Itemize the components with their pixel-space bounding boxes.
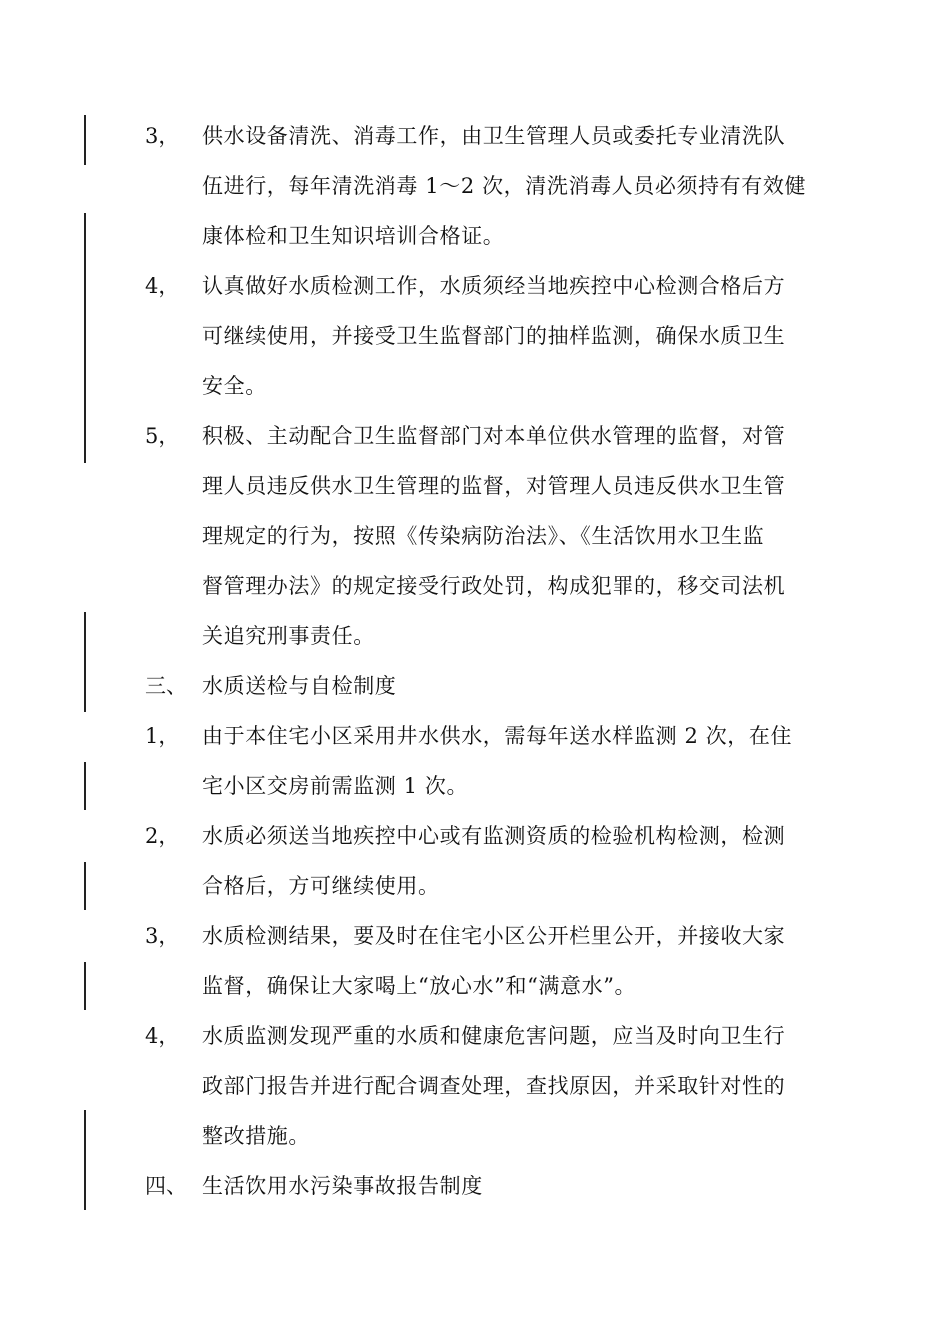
item-text-continuation: 关追究刑事责任。	[202, 624, 375, 648]
item-text: 供水设备清洗、消毒工作，由卫生管理人员或委托专业清洗队	[202, 124, 786, 148]
section-title: 水质送检与自检制度	[202, 674, 397, 698]
revision-bar	[84, 213, 86, 463]
item-text-continuation: 康体检和卫生知识培训合格证。	[202, 224, 505, 248]
item-text-continuation: 安全。	[202, 374, 267, 398]
revision-bar	[84, 762, 86, 810]
item-text: 认真做好水质检测工作，水质须经当地疾控中心检测合格后方	[202, 274, 786, 298]
item-number: 3，	[145, 924, 180, 948]
revision-bar	[84, 862, 86, 910]
item-text-continuation: 理规定的行为，按照《传染病防治法》、《生活饮用水卫生监	[202, 524, 765, 548]
item-text: 水质检测结果，要及时在住宅小区公开栏里公开，并接收大家	[202, 924, 786, 948]
item-text: 水质必须送当地疾控中心或有监测资质的检验机构检测，检测	[202, 824, 786, 848]
revision-bar	[84, 962, 86, 1010]
item-number: 4，	[145, 274, 180, 298]
item-number: 4，	[145, 1024, 180, 1048]
item-number: 1，	[145, 724, 180, 748]
item-number: 3，	[145, 124, 180, 148]
item-text-continuation: 监督，确保让大家喝上“放心水”和“满意水”。	[202, 974, 637, 998]
item-text: 积极、主动配合卫生监督部门对本单位供水管理的监督，对管	[202, 424, 786, 448]
item-text-continuation: 理人员违反供水卫生管理的监督，对管理人员违反供水卫生管	[202, 474, 786, 498]
section-title: 生活饮用水污染事故报告制度	[202, 1174, 483, 1198]
item-text-continuation: 整改措施。	[202, 1124, 310, 1148]
revision-bar	[84, 612, 86, 712]
item-text-continuation: 可继续使用，并接受卫生监督部门的抽样监测，确保水质卫生	[202, 324, 786, 348]
section-number: 四、	[145, 1174, 187, 1198]
item-text: 水质监测发现严重的水质和健康危害问题，应当及时向卫生行	[202, 1024, 786, 1048]
item-text-continuation: 合格后，方可继续使用。	[202, 874, 440, 898]
item-text-continuation: 宅小区交房前需监测 1 次。	[202, 774, 469, 798]
item-text-continuation: 伍进行，每年清洗消毒 1～2 次，清洗消毒人员必须持有有效健	[202, 174, 807, 198]
item-number: 2，	[145, 824, 180, 848]
revision-bar	[84, 1110, 86, 1210]
item-text: 由于本住宅小区采用井水供水，需每年送水样监测 2 次，在住	[202, 724, 793, 748]
item-number: 5，	[145, 424, 180, 448]
section-number: 三、	[145, 674, 187, 698]
item-text-continuation: 督管理办法》的规定接受行政处罚，构成犯罪的，移交司法机	[202, 574, 786, 598]
item-text-continuation: 政部门报告并进行配合调查处理，查找原因，并采取针对性的	[202, 1074, 786, 1098]
revision-bar	[84, 115, 86, 165]
